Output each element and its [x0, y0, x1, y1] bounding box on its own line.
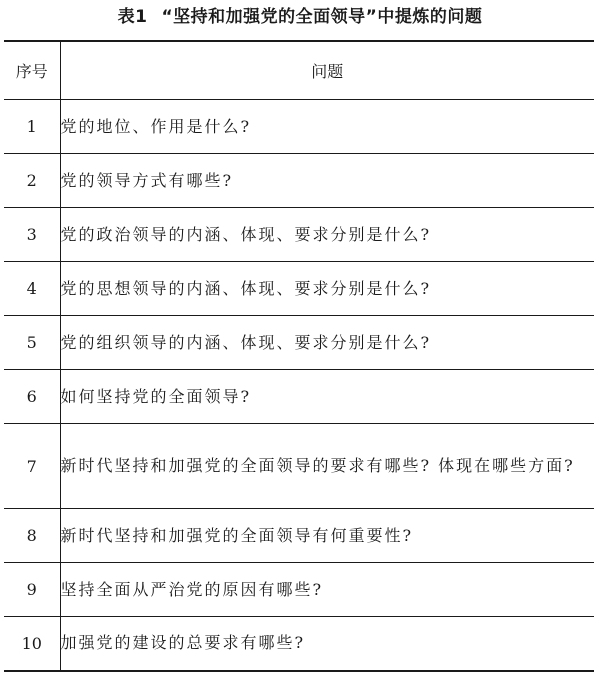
table-row: [4, 154, 594, 208]
row-number: 1: [4, 100, 60, 154]
row-number: 5: [4, 316, 60, 370]
row-question: 新时代坚持和加强党的全面领导有何重要性?: [60, 509, 594, 563]
table-caption: [0, 2, 600, 32]
table-row: [4, 100, 594, 154]
row-question: 党的领导方式有哪些?: [60, 154, 594, 208]
table-title: “坚持和加强党的全面领导”中提炼的问题: [161, 7, 483, 27]
table-row: [4, 316, 594, 370]
row-question: 坚持全面从严治党的原因有哪些?: [60, 563, 594, 617]
row-question: 党的地位、作用是什么?: [60, 100, 594, 154]
table-row: [4, 262, 594, 316]
row-number: 3: [4, 208, 60, 262]
row-number: 6: [4, 370, 60, 424]
row-question: 如何坚持党的全面领导?: [60, 370, 594, 424]
row-number: 8: [4, 509, 60, 563]
header-serial-number: 序号: [4, 41, 60, 100]
row-question: 新时代坚持和加强党的全面领导的要求有哪些? 体现在哪些方面?: [60, 424, 594, 509]
row-question: 党的思想领导的内涵、体现、要求分别是什么?: [60, 262, 594, 316]
questions-table: [4, 40, 594, 672]
row-number: 7: [4, 424, 60, 509]
row-question: 党的政治领导的内涵、体现、要求分别是什么?: [60, 208, 594, 262]
row-number: 10: [4, 617, 60, 671]
table-row: [4, 370, 594, 424]
row-question: 加强党的建设的总要求有哪些?: [60, 617, 594, 671]
table-number: 表1: [117, 7, 148, 27]
table-row: [4, 208, 594, 262]
header-row: [4, 41, 594, 100]
row-number: 4: [4, 262, 60, 316]
header-question: 问题: [60, 41, 594, 100]
row-question: 党的组织领导的内涵、体现、要求分别是什么?: [60, 316, 594, 370]
table-row: [4, 563, 594, 617]
row-number: 9: [4, 563, 60, 617]
table-row: [4, 617, 594, 671]
table-row: [4, 509, 594, 563]
row-number: 2: [4, 154, 60, 208]
table-row: [4, 424, 594, 509]
